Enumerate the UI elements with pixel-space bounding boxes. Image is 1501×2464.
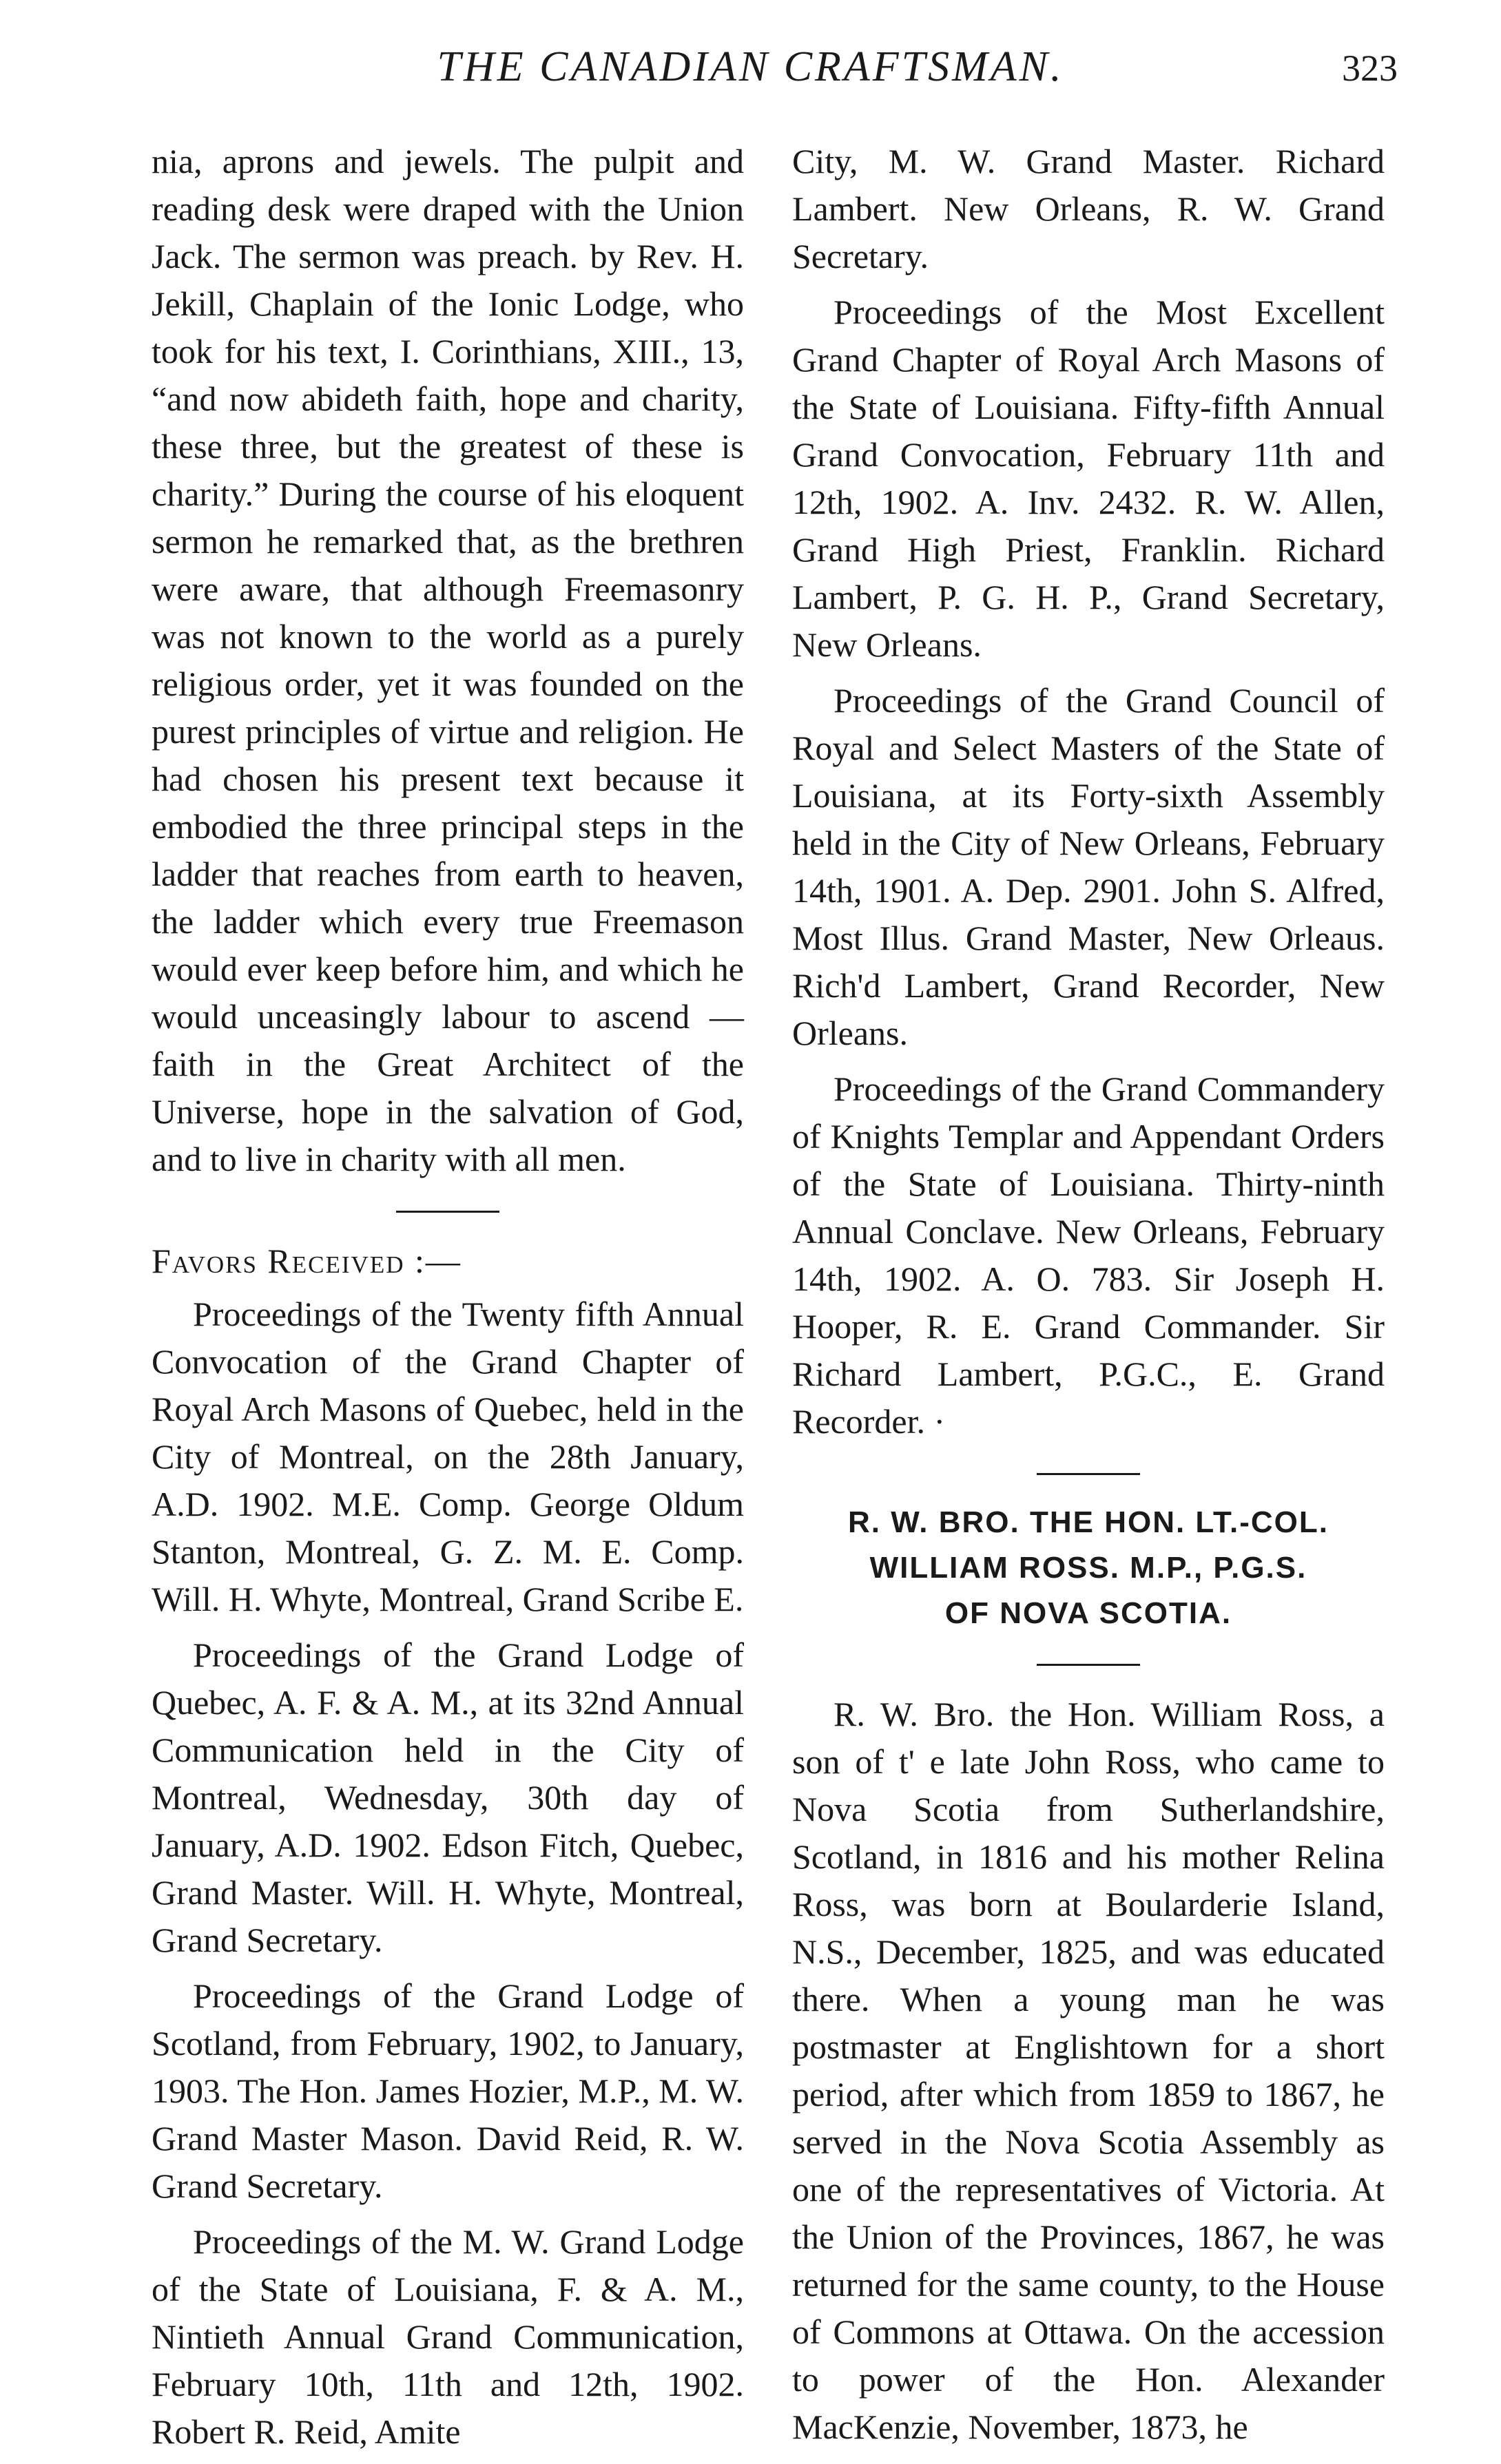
article-heading-line: WILLIAM ROSS. M.P., P.G.S. <box>869 1551 1307 1585</box>
sermon-paragraph: nia, aprons and jewels. The pulpit and reading desk were draped with the Union Jack. The sermon was preach. by Rev. H. Jekill, Chaplain of the Ionic Lodge, who took for his text, I. Corinthians, XIII., 13, “and now abideth faith, hope and charity, these three, but the greatest of these is charity.” During the course of his eloquent sermon he remarked that, as the brethren were aware, that although Freemasonry was not known to the world as a purely religious order, yet it was founded on the purest principles of virtue and religion. He had chosen his present text because it embodied the three principal steps in the ladder that reaches from earth to heaven, the ladder which every true Freemason would ever keep before him, and which he would unceasingly labour to ascend —faith in the Great Architect of the Universe, hope in the salvation of God, and to live in charity with all men. <box>152 142 744 1178</box>
page-header <box>0 43 1501 98</box>
louisiana-lodge-continued: City, M. W. Grand Master. Richard Lambert. New Orleans, R. W. Grand Secretary. <box>792 142 1385 275</box>
right-column <box>792 138 1385 2459</box>
proceedings-louisiana-commandery: Proceedings of the Grand Commandery of Knights Templar and Appendant Orders of the State of Louisiana. Thirty-ninth Annual Conclave. New Orleans, February 14th, 1902. A. O. 783. Sir Joseph H. Hooper, R. E. Grand Commander. Sir Richard Lambert, P.G.C., E. Grand Recorder. · <box>792 1069 1385 1441</box>
proceedings-scotland-lodge: Proceedings of the Grand Lodge of Scotland, from February, 1902, to January, 1903. The Hon. James Hozier, M.P., M. W. Grand Master Mason. David Reid, R. W. Grand Secretary. <box>152 1976 744 2205</box>
article-heading-line: R. W. BRO. THE HON. LT.-COL. <box>847 1505 1329 1539</box>
proceedings-louisiana-council: Proceedings of the Grand Council of Royal and Select Masters of the State of Louisiana, at its Forty-sixth Assembly held in the City of New Orleans, February 14th, 1901. A. Dep. 2901. John S. Alfred, Most Illus. Grand Master, New Orleaus. Rich'd Lambert, Grand Recorder, New Orleans. <box>792 681 1385 1052</box>
left-column <box>152 138 744 2464</box>
proceedings-louisiana-chapter: Proceedings of the Most Excellent Grand Chapter of Royal Arch Masons of the State of Louisiana. Fifty-fifth Annual Grand Convocation, February 11th and 12th, 1902. A. Inv. 2432. R. W. Allen, Grand High Priest, Franklin. Richard Lambert, P. G. H. P., Grand Secretary, New Orleans. <box>792 293 1385 664</box>
section-divider <box>396 1211 499 1213</box>
section-divider <box>1037 1664 1140 1666</box>
biography-paragraph: R. W. Bro. the Hon. William Ross, a son of t' e late John Ross, who came to Nova Scotia from Sutherlandshire, Scotland, in 1816 and his mother Relina Ross, was born at Boularderie Island, N.S., December, 1825, and was educated there. When a young man he was postmaster at Englishtown for a short period, after which from 1859 to 1867, he served in the Nova Scotia Assembly as one of the representatives of Victoria. At the Union of the Provinces, 1867, he was returned for the same county, to the House of Commons at Ottawa. On the accession to power of the Hon. Alexander MacKenzie, November, 1873, he <box>792 1695 1385 2446</box>
proceedings-quebec-lodge: Proceedings of the Grand Lodge of Quebec, A. F. & A. M., at its 32nd Annual Communication held in the City of Montreal, Wednesday, 30th day of January, A.D. 1902. Edson Fitch, Quebec, Grand Master. Will. H. Whyte, Montreal, Grand Secretary. <box>152 1636 744 1959</box>
section-divider <box>1037 1473 1140 1475</box>
article-heading-line: OF NOVA SCOTIA. <box>944 1596 1232 1630</box>
proceedings-louisiana-lodge: Proceedings of the M. W. Grand Lodge of the State of Louisiana, F. & A. M., Nintieth Annual Grand Communication, February 10th, 11th and 12th, 1902. Robert R. Reid, Amite <box>152 2222 744 2451</box>
page-number: 323 <box>1342 48 1398 89</box>
favors-received-heading: Favors Received :— <box>152 1242 462 1280</box>
proceedings-quebec-chapter: Proceedings of the Twenty fifth Annual Convocation of the Grand Chapter of Royal Arch Masons of Quebec, held in the City of Montreal, on the 28th January, A.D. 1902. M.E. Comp. George Oldum Stanton, Montreal, G. Z. M. E. Comp. Will. H. Whyte, Montreal, Grand Scribe E. <box>152 1295 744 1618</box>
running-title: THE CANADIAN CRAFTSMAN. <box>437 43 1064 90</box>
article-heading <box>792 1500 1385 1636</box>
